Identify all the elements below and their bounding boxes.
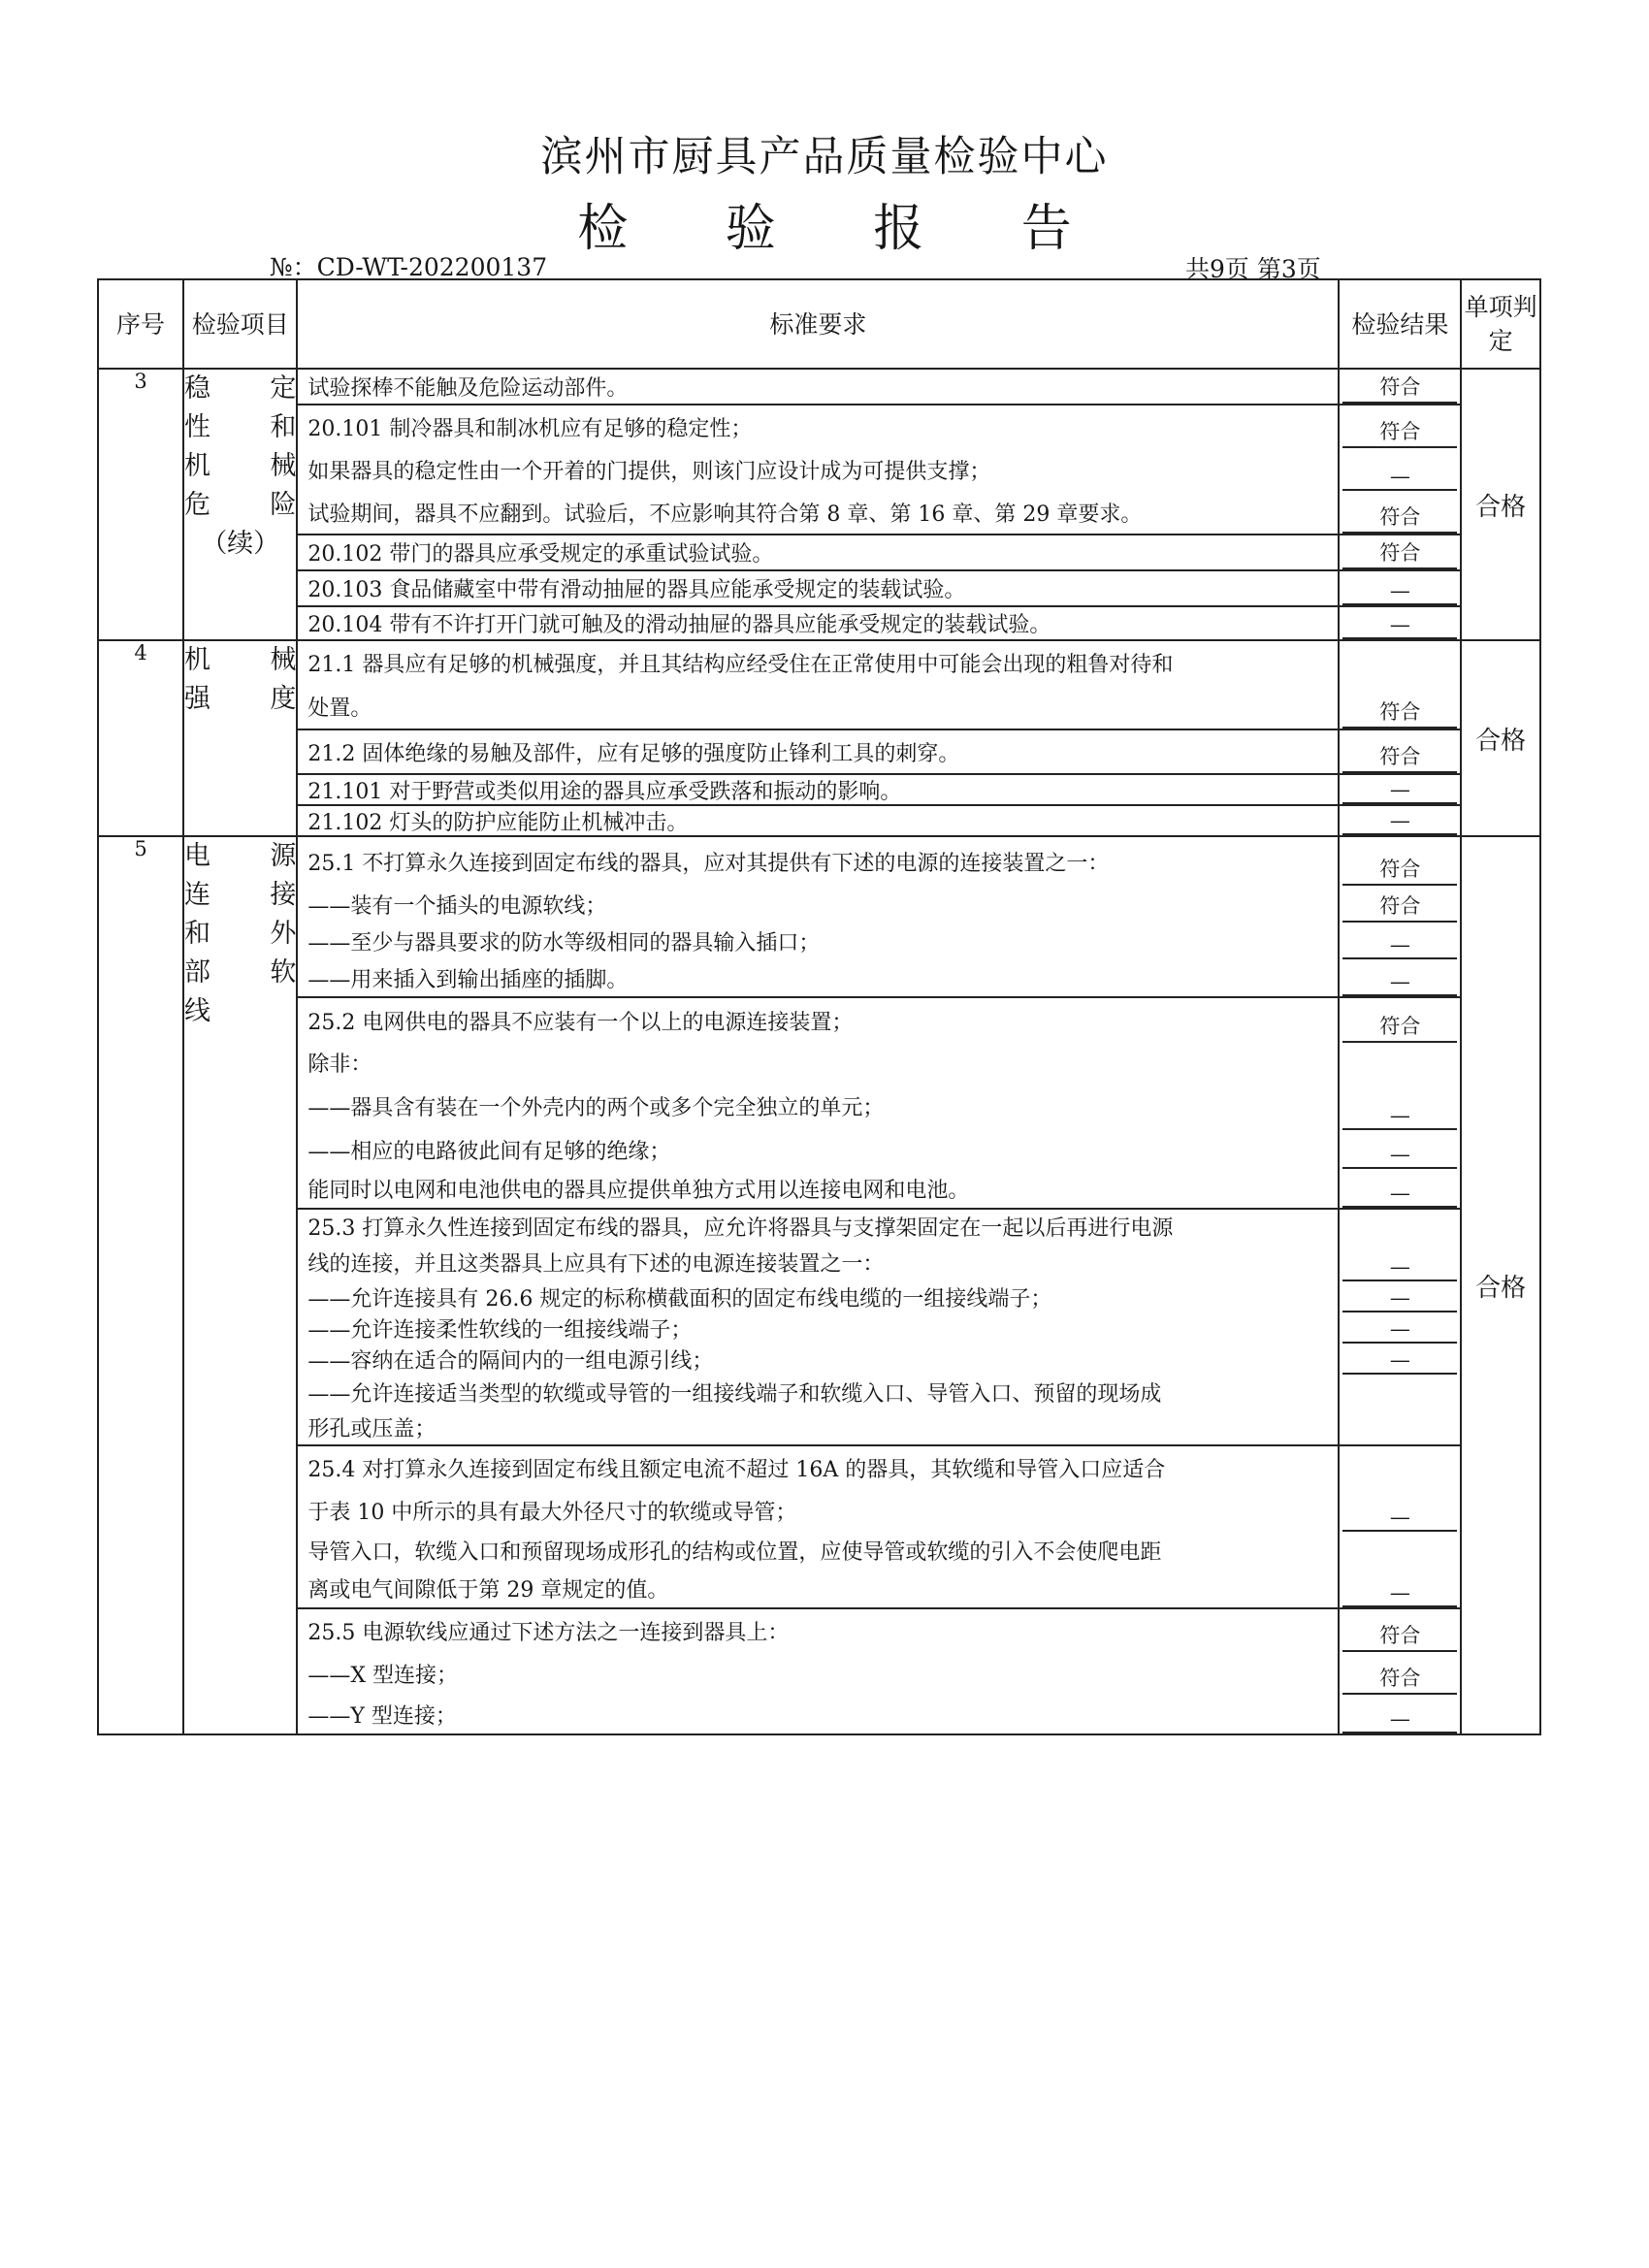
result-value: 符合	[1342, 416, 1457, 448]
requirement-line: 20.102 带门的器具应承受规定的承重试验试验。	[307, 542, 774, 567]
row-seq: 4	[98, 640, 183, 836]
requirement-cell	[297, 836, 1339, 997]
result-cell	[1339, 1608, 1461, 1734]
result-cell	[1339, 405, 1461, 535]
requirement-line: ——允许连接适当类型的软缆或导管的一组接线端子和软缆入口、导管入口、预留的现场成	[307, 1381, 1162, 1407]
requirement-line: 21.2 固体绝缘的易触及部件，应有足够的强度防止锋利工具的刺穿。	[307, 741, 960, 766]
requirement-line: 25.5 电源软线应通过下述方法之一连接到器具上：	[307, 1620, 790, 1645]
result-value: 符合	[1342, 697, 1457, 729]
table-row	[98, 729, 1540, 774]
requirement-cell	[297, 1608, 1339, 1734]
requirement-cell	[297, 774, 1339, 805]
header-result: 检验结果	[1339, 279, 1461, 369]
requirement-cell	[297, 606, 1339, 640]
row-verdict: 合格	[1461, 836, 1540, 1734]
result-value: —	[1342, 1317, 1457, 1344]
requirement-line: ——容纳在适合的隔间内的一组电源引线；	[307, 1348, 714, 1374]
requirement-cell	[297, 729, 1339, 774]
requirement-line: 试验期间，器具不应翻到。试验后，不应影响其符合第 8 章、第 16 章、第 29 章要求。	[307, 502, 1143, 527]
requirement-line: ——装有一个插头的电源软线；	[307, 893, 607, 919]
requirement-line: 线的连接，并且这类器具上应具有下述的电源连接装置之一：	[307, 1251, 885, 1277]
requirement-line: 于表 10 中所示的具有最大外径尺寸的软缆或导管；	[307, 1500, 797, 1525]
requirement-line: 20.104 带有不许打开门就可触及的滑动抽屉的器具应能承受规定的装载试验。	[307, 613, 1051, 637]
requirement-cell	[297, 1209, 1339, 1445]
result-value: —	[1342, 465, 1457, 491]
requirement-line: 21.1 器具应有足够的机械强度，并且其结构应经受住在正常使用中可能会出现的粗鲁对待和	[307, 652, 1174, 677]
requirement-line: 21.101 对于野营或类似用途的器具应承受跌落和振动的影响。	[307, 779, 902, 804]
result-cell	[1339, 805, 1461, 836]
table-row	[98, 1445, 1540, 1608]
requirement-cell	[297, 535, 1339, 570]
result-value: —	[1342, 1104, 1457, 1130]
result-value: 符合	[1342, 1663, 1457, 1695]
result-cell	[1339, 369, 1461, 405]
table-row	[98, 405, 1540, 535]
result-value: —	[1342, 809, 1457, 835]
report-number: №：CD-WT-202200137	[270, 253, 548, 281]
table-header-row	[98, 279, 1540, 369]
row-verdict: 合格	[1461, 640, 1540, 836]
header-item: 检验项目	[183, 279, 297, 369]
header-requirement: 标准要求	[297, 279, 1339, 369]
requirement-line: 25.4 对打算永久连接到固定布线且额定电流不超过 16A 的器具，其软缆和导管入口应适合	[307, 1457, 1166, 1482]
row-seq: 5	[98, 836, 183, 1734]
requirement-line: ——Y 型连接；	[307, 1703, 457, 1729]
organization-title: 滨州市厨具产品质量检验中心	[540, 133, 1109, 181]
result-value: 符合	[1342, 854, 1457, 886]
result-cell	[1339, 836, 1461, 997]
requirement-cell	[297, 1445, 1339, 1608]
result-value: —	[1342, 1707, 1457, 1733]
table-row	[98, 774, 1540, 805]
result-value: —	[1342, 579, 1457, 605]
row-seq: 3	[98, 369, 183, 640]
result-cell	[1339, 774, 1461, 805]
result-value: —	[1342, 1506, 1457, 1532]
requirement-line: ——允许连接具有 26.6 规定的标称横截面积的固定布线电缆的一组接线端子；	[307, 1286, 1052, 1312]
table-row	[98, 640, 1540, 729]
result-cell	[1339, 640, 1461, 729]
result-cell	[1339, 997, 1461, 1209]
result-value: 符合	[1342, 891, 1457, 923]
requirement-line: ——器具含有装在一个外壳内的两个或多个完全独立的单元；	[307, 1095, 885, 1120]
table-body	[98, 369, 1540, 1734]
requirement-cell	[297, 997, 1339, 1209]
result-cell	[1339, 570, 1461, 606]
requirement-line: ——X 型连接；	[307, 1663, 459, 1688]
inspection-table	[97, 278, 1541, 1735]
requirement-line: 处置。	[307, 696, 372, 721]
result-cell	[1339, 535, 1461, 570]
row-item: 机械 强度	[183, 640, 297, 836]
result-cell	[1339, 1209, 1461, 1445]
requirement-line: 试验探棒不能触及危险运动部件。	[307, 376, 629, 401]
table-row	[98, 805, 1540, 836]
result-value: —	[1342, 613, 1457, 639]
row-item: 稳定 性和 机械 危险 （续）	[183, 369, 297, 640]
document-title: 检 验 报 告	[577, 200, 1113, 258]
result-value: 符合	[1342, 1011, 1457, 1043]
result-value: —	[1342, 933, 1457, 959]
requirement-cell	[297, 405, 1339, 535]
result-value: —	[1342, 1348, 1457, 1375]
requirement-line: 25.2 电网供电的器具不应装有一个以上的电源连接装置；	[307, 1010, 854, 1035]
requirement-cell	[297, 570, 1339, 606]
table-row	[98, 535, 1540, 570]
result-cell	[1339, 606, 1461, 640]
result-value: 符合	[1342, 537, 1457, 569]
requirement-cell	[297, 805, 1339, 836]
requirement-line: ——用来插入到输出插座的插脚。	[307, 967, 629, 992]
row-item: 电源 连接 和外 部软 线	[183, 836, 297, 1734]
result-value: 符合	[1342, 502, 1457, 534]
table-row	[98, 1209, 1540, 1445]
requirement-cell	[297, 369, 1339, 405]
requirement-line: 导管入口，软缆入口和预留现场成形孔的结构或位置，应使导管或软缆的引入不会使爬电距	[307, 1539, 1162, 1565]
table-row	[98, 369, 1540, 405]
requirement-line: 能同时以电网和电池供电的器具应提供单独方式用以连接电网和电池。	[307, 1178, 970, 1203]
table-row	[98, 606, 1540, 640]
requirement-line: 25.1 不打算永久连接到固定布线的器具，应对其提供有下述的电源的连接装置之一：	[307, 851, 1110, 876]
requirement-line: 21.102 灯头的防护应能防止机械冲击。	[307, 810, 689, 835]
table-row	[98, 570, 1540, 606]
table-row	[98, 1608, 1540, 1734]
result-value: —	[1342, 1581, 1457, 1607]
requirement-cell	[297, 640, 1339, 729]
header-seq: 序号	[98, 279, 183, 369]
requirement-line: ——至少与器具要求的防水等级相同的器具输入插口；	[307, 930, 821, 956]
requirement-line: 离或电气间隙低于第 29 章规定的值。	[307, 1577, 669, 1603]
table-row	[98, 836, 1540, 997]
requirement-line: 如果器具的稳定性由一个开着的门提供，则该门应设计成为可提供支撑；	[307, 459, 991, 484]
row-verdict: 合格	[1461, 369, 1540, 640]
result-value: 符合	[1342, 1620, 1457, 1652]
result-value: —	[1342, 1182, 1457, 1208]
requirement-line: 25.3 打算永久性连接到固定布线的器具，应允许将器具与支撑架固定在一起以后再进行电源	[307, 1215, 1174, 1241]
requirement-line: 20.101 制冷器具和制冰机应有足够的稳定性；	[307, 416, 753, 441]
requirement-line: ——相应的电路彼此间有足够的绝缘；	[307, 1139, 671, 1164]
result-value: —	[1342, 1286, 1457, 1312]
result-value: 符合	[1342, 372, 1457, 404]
requirement-line: ——允许连接柔性软线的一组接线端子；	[307, 1317, 693, 1343]
result-value: —	[1342, 1255, 1457, 1281]
table-row	[98, 997, 1540, 1209]
header-verdict: 单项判定	[1461, 279, 1540, 369]
result-value: —	[1342, 1143, 1457, 1169]
page-info: 共9页 第3页	[1185, 255, 1321, 283]
requirement-line: 除非：	[307, 1052, 372, 1077]
result-value: —	[1342, 970, 1457, 996]
result-value: 符合	[1342, 741, 1457, 773]
result-value: —	[1342, 778, 1457, 804]
result-cell	[1339, 1445, 1461, 1608]
requirement-line: 20.103 食品储藏室中带有滑动抽屉的器具应能承受规定的装载试验。	[307, 578, 966, 602]
requirement-line: 形孔或压盖；	[307, 1416, 436, 1442]
result-cell	[1339, 729, 1461, 774]
